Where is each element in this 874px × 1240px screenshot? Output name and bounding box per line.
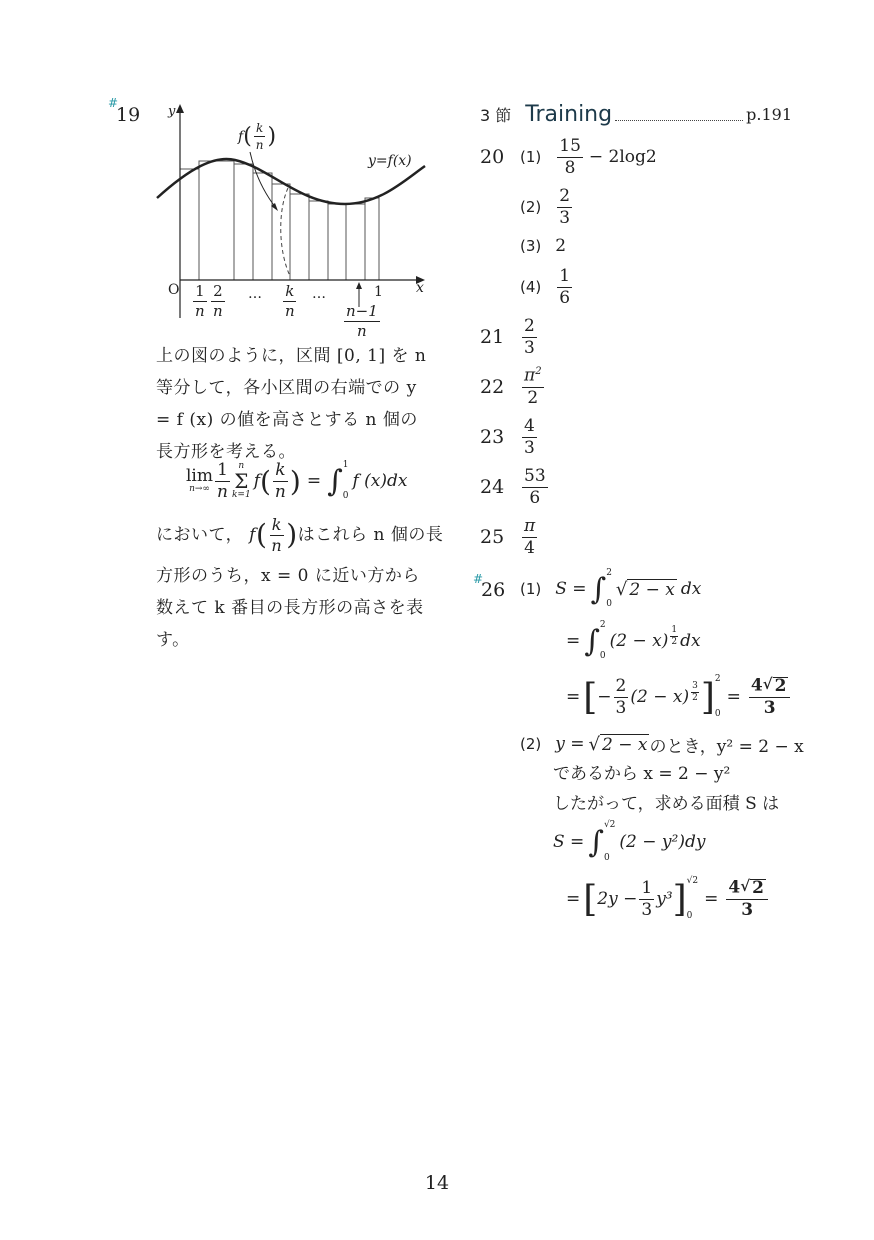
fraction xyxy=(557,185,572,228)
answer-26-1-line-1 xyxy=(520,566,701,612)
tick-one: 1 xyxy=(374,284,383,300)
frac-num: 1 xyxy=(217,459,228,480)
riemann-sum-graph xyxy=(150,100,435,340)
frac-num: 53 xyxy=(524,465,546,486)
answer-23 xyxy=(480,416,539,458)
frac-den: 6 xyxy=(529,487,541,508)
tick-k-over-n xyxy=(283,284,297,319)
origin-label: O xyxy=(168,282,180,298)
section-label: 3 節 xyxy=(480,105,512,125)
rectangle xyxy=(180,169,199,280)
answer-26-2-line-1: (2) y = √ 2 − x のとき，y² = 2 − x xyxy=(520,733,804,757)
answer-number-21: 21 xyxy=(480,326,505,348)
dx: dx xyxy=(680,579,702,599)
ans-num: 4 xyxy=(750,675,763,696)
int-top: √2 xyxy=(603,820,616,830)
inline-f: f xyxy=(249,525,256,545)
answer-number-26: 26 xyxy=(481,579,506,601)
tick-den: n xyxy=(357,322,367,340)
ans-den: 3 xyxy=(763,698,776,718)
explanation-paragraph-1: 上の図のように，区間 [0, 1] を n 等分して，各小区間の右端での y = f (x) の値を高さとする n 個の長方形を考える。 xyxy=(156,346,427,462)
frac-den: n xyxy=(217,481,228,502)
bracket-body: (2 − x) xyxy=(630,687,690,707)
section-title: Training xyxy=(525,101,613,127)
exponent: 2 xyxy=(535,366,542,378)
bracket-bounds xyxy=(715,675,721,719)
frac-num: 4 xyxy=(524,415,535,436)
integral-bounds xyxy=(600,621,606,661)
bracket-term-a: 2y − xyxy=(597,889,638,909)
answer-26-2-line-2: であるから x = 2 − y² xyxy=(553,764,731,784)
sum-top: n xyxy=(238,461,245,471)
answer-20-1 xyxy=(520,136,657,178)
answer-20-3 xyxy=(520,234,566,258)
answer-26-2-line-3: したがって，求める面積 S は xyxy=(553,794,780,814)
tick-num: n−1 xyxy=(346,302,378,320)
formula-f: f xyxy=(253,471,260,491)
frac-num: π xyxy=(524,365,536,386)
answer-value: 2 xyxy=(555,236,567,256)
integral-bounds xyxy=(343,461,349,501)
equals-sign: = xyxy=(306,471,322,491)
frac-den: 2 xyxy=(527,387,539,408)
answer-24 xyxy=(480,466,550,508)
callout-n: n xyxy=(255,138,264,152)
bracket-top: √2 xyxy=(686,876,699,886)
text-korera: はこれら n 個の長 xyxy=(297,525,444,545)
tick-num: 2 xyxy=(213,282,223,300)
lim-subscript: n→∞ xyxy=(189,484,210,494)
sum-bottom: k=1 xyxy=(231,490,251,500)
equals-sign: = xyxy=(566,889,581,909)
bracket-bottom: 0 xyxy=(686,911,693,921)
dx: dx xyxy=(680,631,701,651)
frac-num: 2 xyxy=(559,185,571,206)
frac-den: 8 xyxy=(564,157,576,178)
area-S: S = xyxy=(553,832,585,852)
int-top: 2 xyxy=(599,620,606,630)
tick-num: k xyxy=(285,282,295,300)
part-label: (1) xyxy=(520,580,542,598)
frac-num: π xyxy=(524,515,536,536)
bracket-bottom: 0 xyxy=(714,709,721,719)
lim-operator xyxy=(186,468,213,494)
callout-f: f xyxy=(238,128,244,145)
frac-den: n xyxy=(274,481,286,502)
area-S: S = xyxy=(555,579,587,599)
y-axis-arrow xyxy=(176,104,184,113)
rectangle xyxy=(199,161,234,280)
problem-number-19: 19 xyxy=(116,104,141,126)
rectangle xyxy=(309,201,328,280)
answer-20-4 xyxy=(520,266,574,308)
summation: n Σ k=1 xyxy=(231,461,251,500)
equals-sign: = xyxy=(566,631,581,651)
part-label: (4) xyxy=(520,278,542,296)
equals-sign: = xyxy=(726,687,741,707)
int-bottom: 0 xyxy=(342,491,349,501)
tick-num: 1 xyxy=(195,282,205,300)
bracket-bounds xyxy=(687,877,698,921)
ans-radicand: 2 xyxy=(774,676,787,696)
tick-2-over-n xyxy=(211,284,225,319)
dashed-arc xyxy=(281,188,290,276)
answer-number-24: 24 xyxy=(480,476,505,498)
rectangle xyxy=(328,204,346,280)
explanation-line-2: において， f ( $\frac{k}{n}$ ) はこれら n 個の長 xyxy=(156,514,444,555)
radicand: 2 − x xyxy=(602,734,648,755)
integrand: f (x)dx xyxy=(352,471,408,491)
exp-den: 2 xyxy=(692,693,698,703)
answer-26-1-line-2 xyxy=(566,618,701,664)
rectangle xyxy=(234,164,253,280)
tick-n-minus-1-over-n xyxy=(344,304,380,339)
answer-26-2-line-4 xyxy=(553,818,705,866)
curve-label: y=f(x) xyxy=(368,153,412,169)
integral-sign: ∫ xyxy=(590,571,607,607)
integral-sign: ∫ xyxy=(588,824,604,860)
fraction xyxy=(557,265,572,308)
part-label: (1) xyxy=(520,148,542,166)
condition-text: のとき，y² = 2 − x xyxy=(649,736,804,757)
answer-22 xyxy=(480,366,546,408)
integral-bounds xyxy=(604,821,615,863)
rectangle xyxy=(346,204,365,280)
tick-dots-1: … xyxy=(248,286,262,302)
exp-den: 2 xyxy=(671,637,678,647)
fraction-15-8 xyxy=(557,135,583,178)
sqrt: √ 2 − x xyxy=(615,578,675,600)
answer-26-1-line-3: = [ − $\frac{2}{3}$ (2 − x) $\frac{3}{2}$ ] 2 0 = 4 √ 2 3 xyxy=(566,672,792,722)
riemann-limit-formula: lim n→∞ $\frac{1}{n}$ n Σ k=1 f ( $\frac{k}{n}$ ) = ∫ 1 0 f (x)dx xyxy=(186,459,408,502)
section-header xyxy=(480,100,792,128)
y-axis-label: y xyxy=(168,104,176,119)
answer-25 xyxy=(480,516,539,558)
frac-den: 3 xyxy=(615,697,627,718)
page-reference: p.191 xyxy=(746,104,792,124)
integral-sign: ∫ xyxy=(327,463,343,499)
problem-marker: # xyxy=(108,96,119,110)
frac-num: 1 xyxy=(559,265,571,286)
int-bottom: 0 xyxy=(603,853,610,863)
minus-sign: − xyxy=(597,687,612,707)
ans-num: 4 xyxy=(728,877,741,898)
x-axis-label: x xyxy=(416,280,424,296)
answer-number-23: 23 xyxy=(480,426,505,448)
integral-bounds xyxy=(606,569,612,609)
explanation-paragraph-3: 方形のうち，x = 0 に近い方から数えて k 番目の長方形の高さを表す。 xyxy=(156,566,424,650)
int-top: 2 xyxy=(606,568,612,578)
ans-den: 3 xyxy=(741,900,754,920)
frac-den: 3 xyxy=(641,899,653,920)
rectangle xyxy=(290,194,309,280)
page-number: 14 xyxy=(424,1172,450,1194)
tick-den: n xyxy=(195,302,205,320)
frac-num: k xyxy=(271,514,282,534)
radicand: 2 − x xyxy=(629,579,675,600)
rectangle xyxy=(365,198,379,280)
leader-dots xyxy=(615,108,743,121)
one-over-n xyxy=(215,459,230,502)
exp-num: 1 xyxy=(671,625,678,635)
answer-26-2-line-5: = [ 2y − $\frac{1}{3}$ y³ ] √2 0 = 4 √ 2 3 xyxy=(566,874,770,924)
answer-number-25: 25 xyxy=(480,526,505,548)
tick-den: n xyxy=(213,302,223,320)
int-bottom: 0 xyxy=(599,651,606,661)
answer-21 xyxy=(480,316,539,358)
problem-marker: # xyxy=(473,572,484,586)
integrand: (2 − x) xyxy=(609,631,669,651)
frac-den: 3 xyxy=(559,207,571,228)
integrand: (2 − y²)dy xyxy=(619,832,706,852)
frac-den: 3 xyxy=(524,437,535,458)
part-label: (2) xyxy=(520,735,542,753)
part-label: (2) xyxy=(520,198,542,216)
part-label: (3) xyxy=(520,237,542,255)
bracket-top: 2 xyxy=(714,674,721,684)
exp-num: 3 xyxy=(692,681,698,691)
frac-den: 6 xyxy=(559,287,571,308)
answer-20-2 xyxy=(520,186,574,228)
lim-text: lim xyxy=(186,466,213,486)
callout-k: k xyxy=(256,121,264,135)
ans-radicand: 2 xyxy=(752,878,764,898)
frac-den: 4 xyxy=(524,537,535,558)
frac-den: 3 xyxy=(524,337,535,358)
frac-num: 2 xyxy=(524,315,535,336)
answer-number-22: 22 xyxy=(480,376,505,398)
k-over-n xyxy=(273,459,288,502)
bracket-term-b: y³ xyxy=(656,889,673,909)
tick-1-over-n xyxy=(193,284,207,319)
answer-rest: − 2log2 xyxy=(588,147,657,167)
frac-num: 2 xyxy=(615,675,627,696)
text-niokite: において， xyxy=(156,525,244,545)
frac-num: 15 xyxy=(559,135,581,156)
frac-num: 1 xyxy=(641,877,653,898)
integral-sign: ∫ xyxy=(584,623,600,659)
tick-den: n xyxy=(285,302,295,320)
rectangle xyxy=(253,173,272,280)
int-top: 1 xyxy=(342,460,349,470)
callout-label: f ( $\frac{k}{n}$ ) xyxy=(238,121,277,152)
answer-number-20: 20 xyxy=(480,146,505,168)
tick-dots-2: … xyxy=(312,286,326,302)
n-minus-1-arrowhead xyxy=(356,282,362,289)
frac-den: n xyxy=(271,535,283,555)
int-bottom: 0 xyxy=(606,599,612,609)
equals-sign: = xyxy=(704,889,719,909)
y-equals: y = xyxy=(555,734,585,754)
frac-num: k xyxy=(275,459,286,480)
equals-sign: = xyxy=(566,687,581,707)
